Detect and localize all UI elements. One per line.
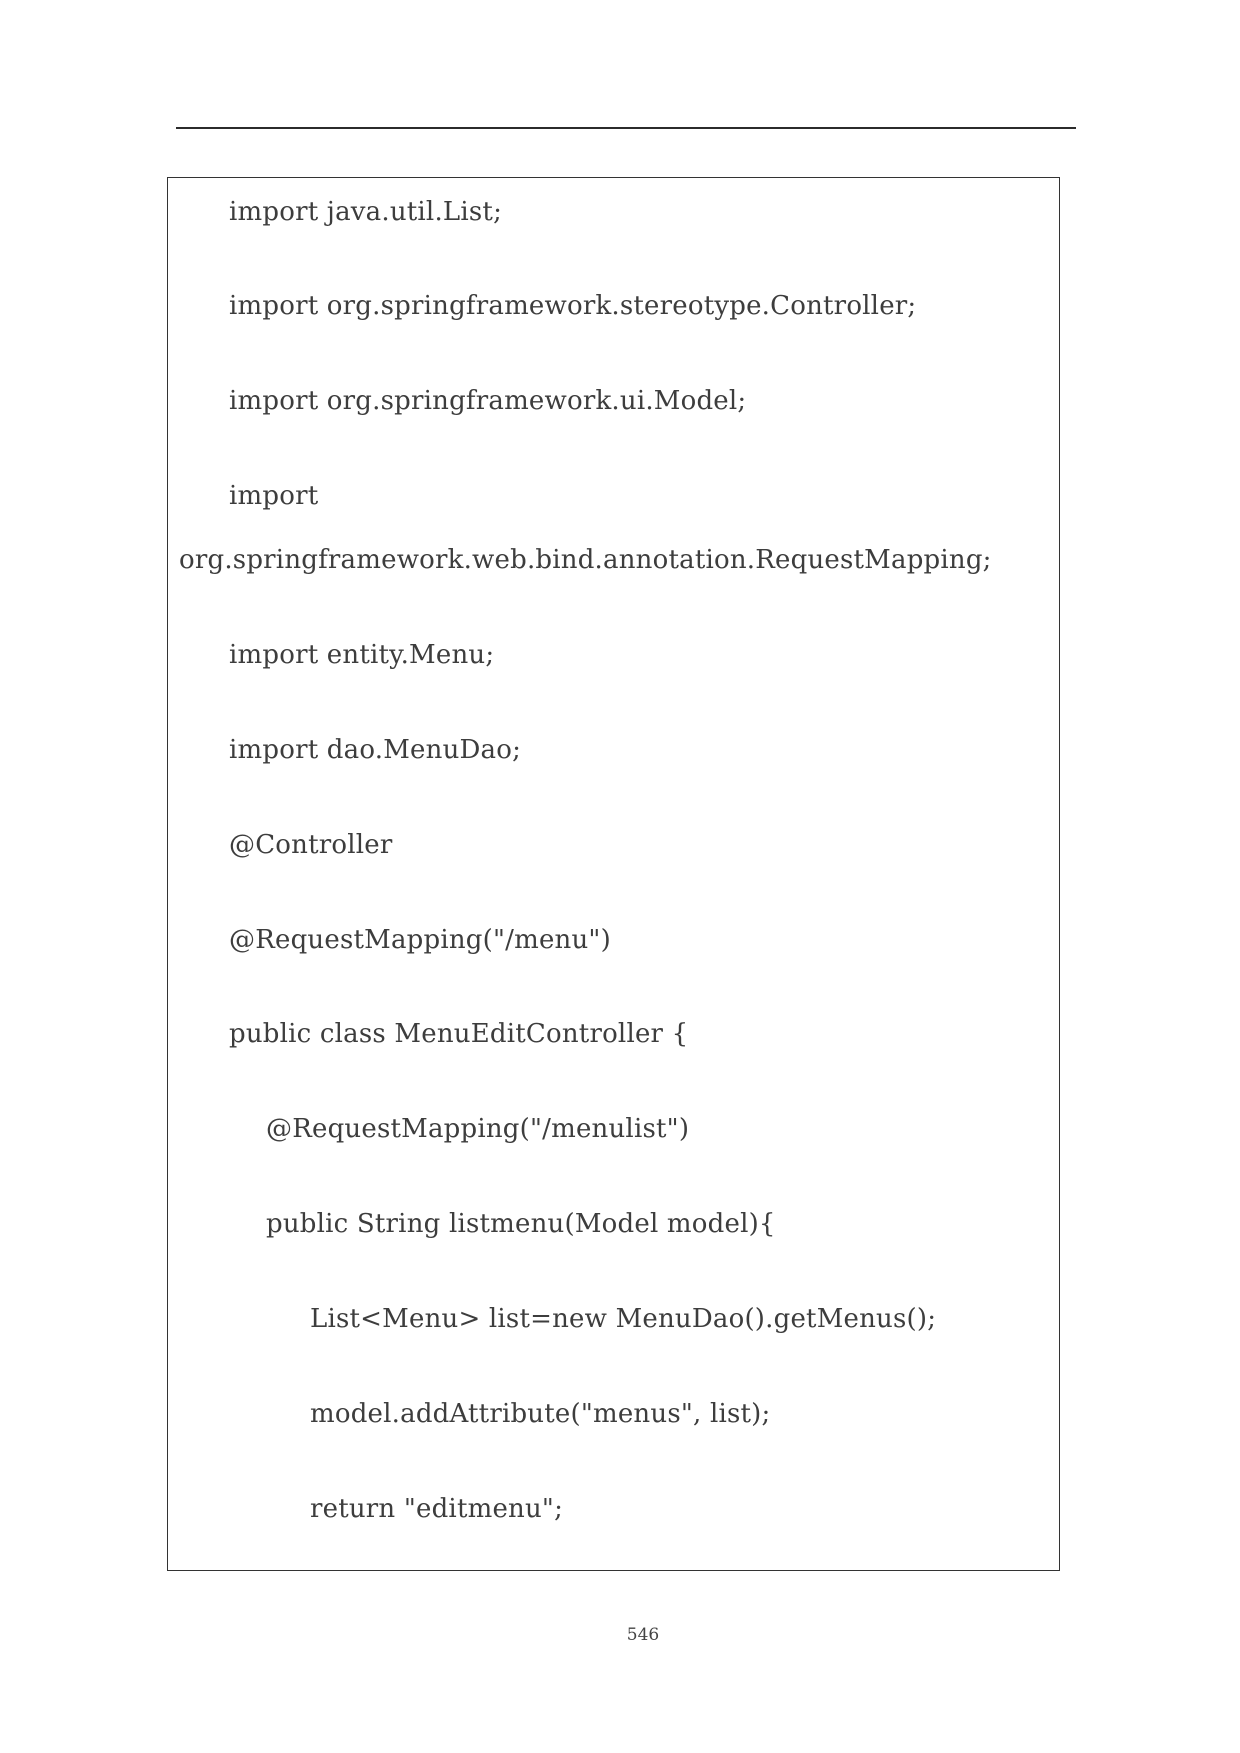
code-line-13: List<Menu> list=new MenuDao().getMenus(); — [310, 1304, 937, 1334]
page-number: 546 — [626, 1625, 660, 1645]
code-line-8: @Controller — [229, 830, 393, 860]
code-line-5: org.springframework.web.bind.annotation.RequestMapping; — [179, 545, 992, 575]
code-line-2: import org.springframework.stereotype.Controller; — [229, 291, 917, 321]
code-line-6: import entity.Menu; — [229, 640, 495, 670]
code-line-4: import — [229, 481, 319, 511]
code-line-14: model.addAttribute("menus", list); — [310, 1399, 771, 1429]
header-rule — [176, 127, 1076, 129]
code-line-1: import java.util.List; — [229, 197, 503, 227]
code-line-10: public class MenuEditController { — [229, 1019, 689, 1049]
code-line-15: return "editmenu"; — [310, 1494, 564, 1524]
code-line-9: @RequestMapping("/menu") — [229, 925, 611, 955]
code-line-3: import org.springframework.ui.Model; — [229, 386, 747, 416]
code-line-12: public String listmenu(Model model){ — [266, 1209, 776, 1239]
code-line-7: import dao.MenuDao; — [229, 735, 522, 765]
code-line-11: @RequestMapping("/menulist") — [266, 1114, 690, 1144]
